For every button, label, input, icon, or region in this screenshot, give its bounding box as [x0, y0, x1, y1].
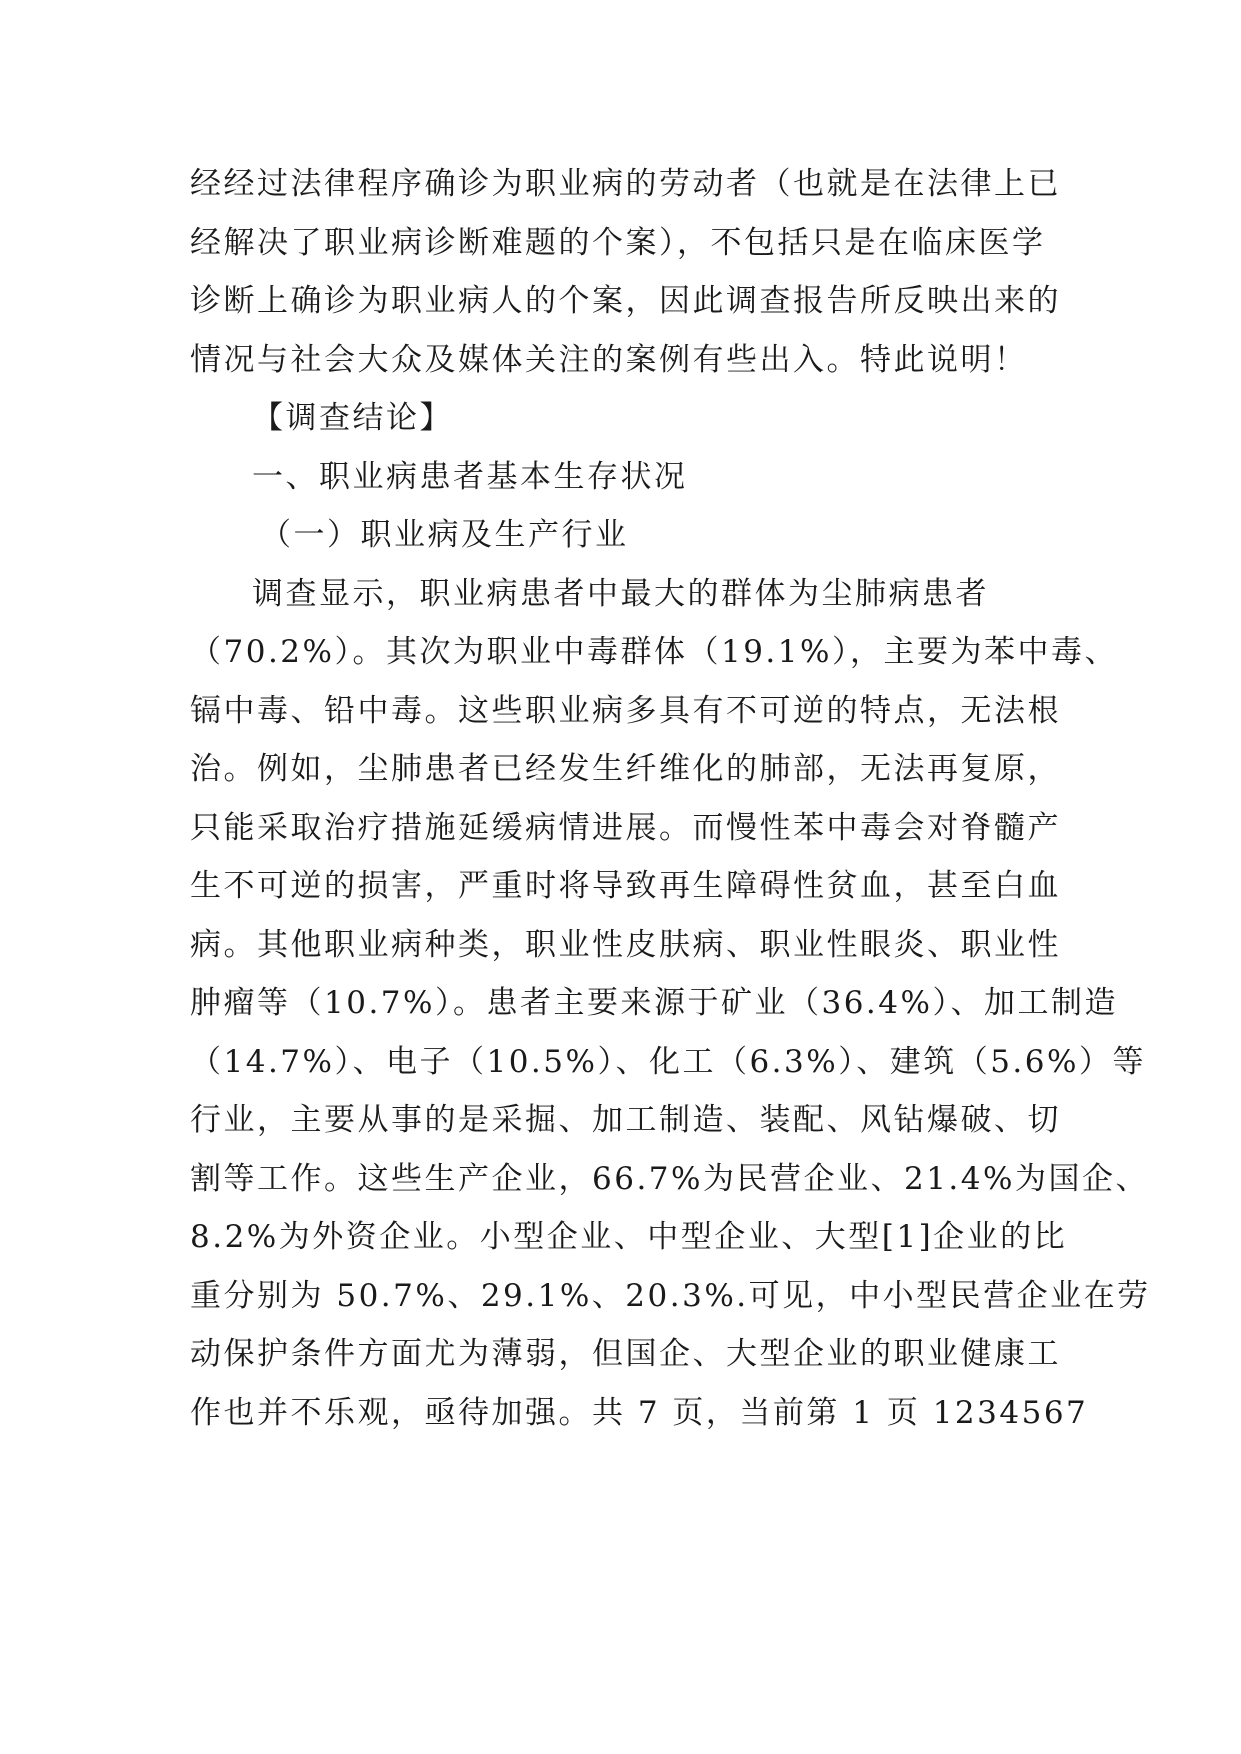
intro-line: 经解决了职业病诊断难题的个案），不包括只是在临床医学: [190, 224, 1046, 261]
body-line: 治。例如，尘肺患者已经发生纤维化的肺部，无法再复原，: [190, 751, 1061, 787]
body-line: 8.2%为外资企业。小型企业、中型企业、大型[1]企业的比: [190, 1219, 1068, 1255]
intro-line: 经经过法律程序确诊为职业病的劳动者（也就是在法律上已: [190, 166, 1061, 202]
body-line: 重分别为 50.7%、29.1%、20.3%.可见，中小型民营企业在劳: [190, 1277, 1151, 1314]
subsection-heading: （一）职业病及生产行业: [260, 517, 629, 553]
intro-line: 情况与社会大众及媒体关注的案例有些出入。特此说明！: [190, 341, 1028, 378]
body-line: 割等工作。这些生产企业，66.7%为民营企业、21.4%为国企、: [190, 1160, 1149, 1197]
document-body: [190, 155, 1151, 1442]
body-line: 行业，主要从事的是采掘、加工制造、装配、风钻爆破、切: [190, 1102, 1061, 1138]
body-line: （14.7%）、电子（10.5%）、化工（6.3%）、建筑（5.6%）等: [190, 1043, 1146, 1080]
body-line: 病。其他职业病种类，职业性皮肤病、职业性眼炎、职业性: [190, 926, 1061, 963]
body-line: 肿瘤等（10.7%）。患者主要来源于矿业（36.4%）、加工制造: [190, 985, 1118, 1021]
intro-line: 诊断上确诊为职业病人的个案，因此调查报告所反映出来的: [190, 283, 1061, 319]
body-line: 调查显示，职业病患者中最大的群体为尘肺病患者: [252, 575, 989, 612]
section-heading: 一、职业病患者基本生存状况: [252, 458, 688, 495]
body-line: 动保护条件方面尤为薄弱，但国企、大型企业的职业健康工: [190, 1336, 1061, 1372]
body-line: （70.2%）。其次为职业中毒群体（19.1%），主要为苯中毒、: [190, 634, 1118, 670]
conclusion-heading: 【调查结论】: [252, 400, 453, 436]
body-line: 作也并不乐观，亟待加强。共 7 页，当前第 1 页 1234567: [190, 1394, 1089, 1431]
body-line: 生不可逆的损害，严重时将导致再生障碍性贫血，甚至白血: [190, 868, 1061, 904]
body-line: 镉中毒、铅中毒。这些职业病多具有不可逆的特点，无法根: [190, 692, 1061, 729]
body-line: 只能采取治疗措施延缓病情进展。而慢性苯中毒会对脊髓产: [190, 809, 1061, 846]
